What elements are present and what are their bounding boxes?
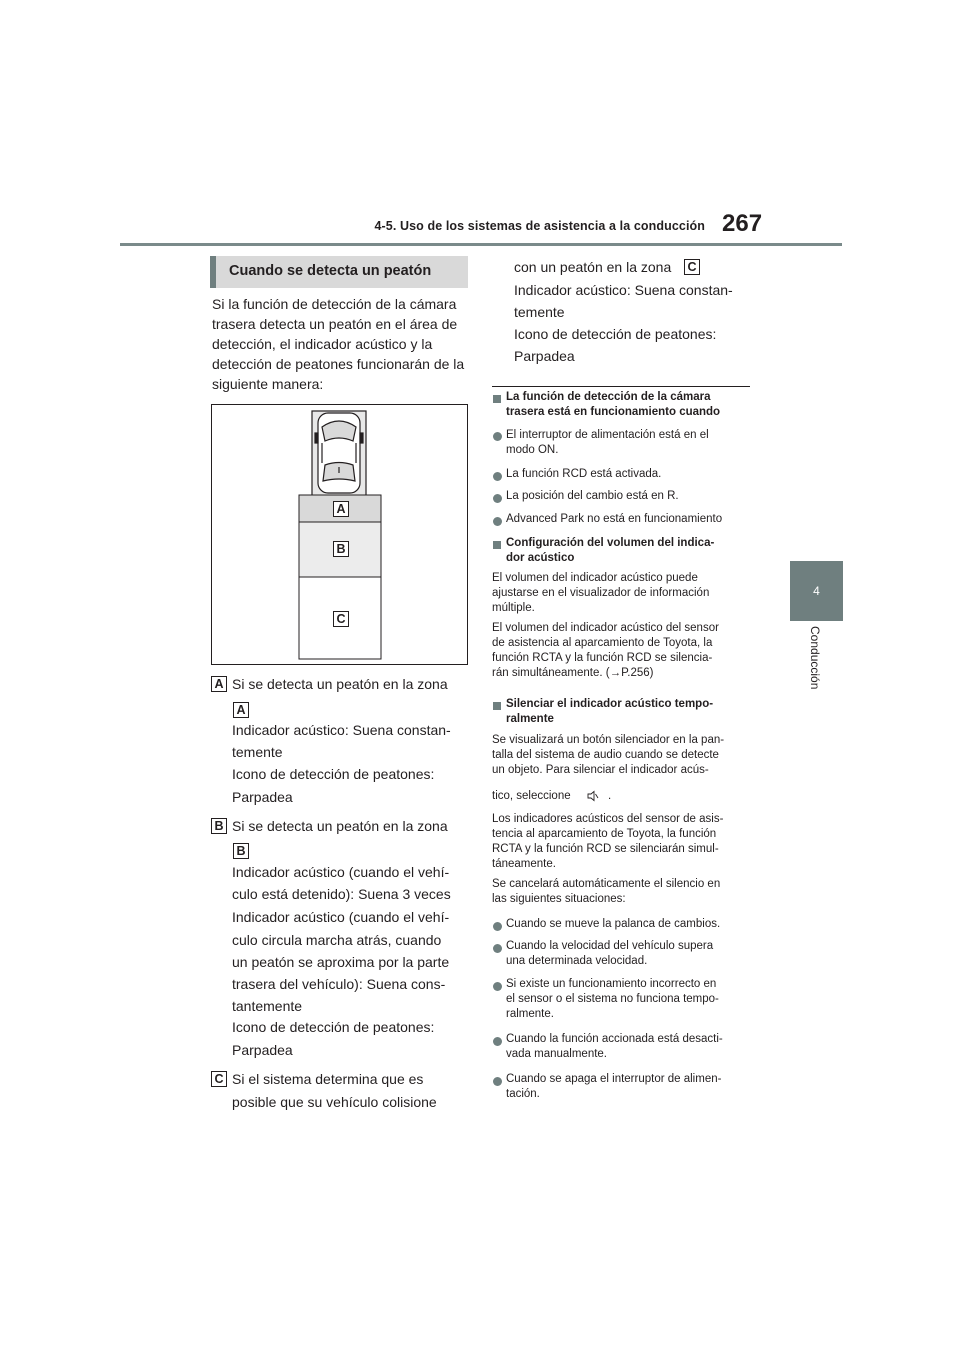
item-a-text-2: temente (232, 744, 283, 760)
section-heading-text: Cuando se detecta un peatón (229, 263, 432, 279)
item-a-text-1: Indicador acústico: Suena constan- (232, 722, 451, 738)
sec1-bullet-1b: modo ON. (506, 444, 559, 456)
item-c-cont-line1: con un peatón en la zona (514, 259, 672, 275)
item-c-cont-zone: C (684, 259, 700, 275)
item-b-text-6: trasera del vehículo): Suena cons- (232, 976, 446, 992)
bullet-icon (493, 432, 502, 441)
sec2-para2-1: El volumen del indicador acústico del sensor (492, 622, 719, 634)
bullet-icon (493, 1037, 502, 1046)
sec3-para2-2: tencia al aparcamiento de Toyota, la función (492, 828, 717, 840)
sec3-bullet-4a: Cuando la función accionada está desacti- (506, 1033, 723, 1045)
item-c-cont-text-2: temente (514, 304, 565, 320)
speaker-mute-icon (587, 790, 599, 802)
sec3-title-1: Silenciar el indicador acústico tempo- (506, 698, 714, 710)
sec3-para1-2: talla del sistema de audio cuando se detecte (492, 749, 719, 761)
sec2-title-2: dor acústico (506, 552, 575, 564)
section-marker-3 (493, 702, 501, 710)
zone-b-label: B (333, 541, 349, 557)
sec3-para2-4: táneamente. (492, 858, 556, 870)
bullet-icon (493, 472, 502, 481)
sec1-bullet-4: Advanced Park no está en funcionamiento (506, 513, 723, 525)
bullet-icon (493, 982, 502, 991)
section-marker-1 (493, 395, 501, 403)
item-b-label: B (211, 818, 227, 834)
sec3-bullet-2b: una determinada velocidad. (506, 955, 648, 967)
sec3-bullet-5a: Cuando se apaga el interruptor de alimen- (506, 1073, 722, 1085)
item-a-label: A (211, 676, 227, 692)
item-a-text-3: Icono de detección de peatones: (232, 766, 435, 782)
bullet-icon (493, 517, 502, 526)
sec3-para1-1: Se visualizará un botón silenciador en la pan- (492, 734, 725, 746)
bullet-icon (493, 922, 502, 931)
sec3-para3-2: las siguientes situaciones: (492, 893, 626, 905)
item-b-text-7: tantemente (232, 998, 303, 1014)
zone-c-label: C (333, 611, 349, 627)
page-number: 267 (722, 210, 763, 237)
item-b-text-1: Indicador acústico (cuando el vehí- (232, 864, 450, 880)
item-c-text-2: posible que su vehículo colisione (232, 1094, 437, 1110)
sec3-bullet-2a: Cuando la velocidad del vehículo supera (506, 940, 714, 952)
item-a-line1: Si se detecta un peatón en la zona (232, 676, 448, 692)
section-heading (210, 256, 468, 288)
sec3-bullet-3b: el sensor o el sistema no funciona tempo- (506, 993, 719, 1005)
item-b-line1: Si se detecta un peatón en la zona (232, 818, 448, 834)
sec3-bullet-3c: ralmente. (506, 1008, 554, 1020)
item-b-zone: B (233, 843, 249, 859)
chapter-tab-label: Conducción (808, 626, 822, 690)
zone-a-label: A (333, 501, 349, 517)
item-b-text-5: un peatón se aproxima por la parte (232, 954, 450, 970)
item-c-cont-text-3: Icono de detección de peatones: (514, 326, 717, 342)
bullet-icon (493, 1077, 502, 1086)
sec2-title-1: Configuración del volumen del indica- (506, 537, 715, 549)
sec3-select-text: tico, seleccione (492, 790, 571, 802)
sec3-bullet-4b: vada manualmente. (506, 1048, 608, 1060)
item-a-zone: A (233, 702, 249, 718)
detection-zone-diagram (211, 404, 468, 665)
chapter-tab-label-wrap (806, 626, 826, 726)
sec3-para1-3: un objeto. Para silenciar el indicador acús- (492, 764, 709, 776)
sec3-title-2: ralmente (506, 713, 554, 725)
sec3-select-end: . (608, 790, 612, 802)
header-rule (120, 243, 842, 246)
sec3-para2-3: RCTA y la función RCD se silenciarán simul- (492, 843, 719, 855)
sec3-bullet-1: Cuando se mueve la palanca de cambios. (506, 918, 721, 930)
sec3-para3-1: Se cancelará automáticamente el silencio en (492, 878, 721, 890)
item-a-text-4: Parpadea (232, 789, 293, 805)
item-c-label: C (211, 1071, 227, 1087)
car-top-view-icon (312, 411, 366, 499)
sec2-para2-2: de asistencia al aparcamiento de Toyota, la (492, 637, 713, 649)
item-c-text-1: Si el sistema determina que es (232, 1071, 424, 1087)
bullet-icon (493, 944, 502, 953)
section-title: 4-5. Uso de los sistemas de asistencia a la conducción (374, 219, 705, 233)
sec1-bullet-3: La posición del cambio está en R. (506, 490, 679, 502)
sec2-para2-4: rán simultáneamente. (→P.256) (492, 667, 654, 679)
sec1-title-2: trasera está en funcionamiento cuando (506, 406, 721, 418)
section-marker-2 (493, 541, 501, 549)
intro-paragraph: Si la función de detección de la cámara trasera detecta un peatón en el área de detección, el indicador acústico y la detección de peatones funcionarán de la siguiente manera: (212, 296, 465, 392)
item-c-cont-text-4: Parpadea (514, 348, 575, 364)
item-b-text-8: Icono de detección de peatones: (232, 1019, 435, 1035)
sec3-bullet-5b: tación. (506, 1088, 540, 1100)
sec3-para2-1: Los indicadores acústicos del sensor de asis- (492, 813, 724, 825)
sec3-bullet-3a: Si existe un funcionamiento incorrecto en (506, 978, 717, 990)
bullet-icon (493, 494, 502, 503)
item-b-text-9: Parpadea (232, 1042, 293, 1058)
sec1-bullet-1a: El interruptor de alimentación está en el (506, 429, 709, 441)
item-b-text-2: culo está detenido): Suena 3 veces (232, 886, 451, 902)
sec2-para1-3: múltiple. (492, 602, 535, 614)
item-c-cont-text-1: Indicador acústico: Suena constan- (514, 282, 733, 298)
sec2-para1-2: ajustarse en el visualizador de información (492, 587, 710, 599)
sec1-bullet-2: La función RCD está activada. (506, 468, 662, 480)
sec1-title-1: La función de detección de la cámara (506, 391, 711, 403)
divider (492, 386, 750, 387)
sec2-para2-3: función RCTA y la función RCD se silencia- (492, 652, 713, 664)
sec2-para1-1: El volumen del indicador acústico puede (492, 572, 698, 584)
item-b-text-3: Indicador acústico (cuando el vehí- (232, 909, 450, 925)
item-b-text-4: culo circula marcha atrás, cuando (232, 932, 442, 948)
chapter-tab: 4 (790, 561, 843, 621)
